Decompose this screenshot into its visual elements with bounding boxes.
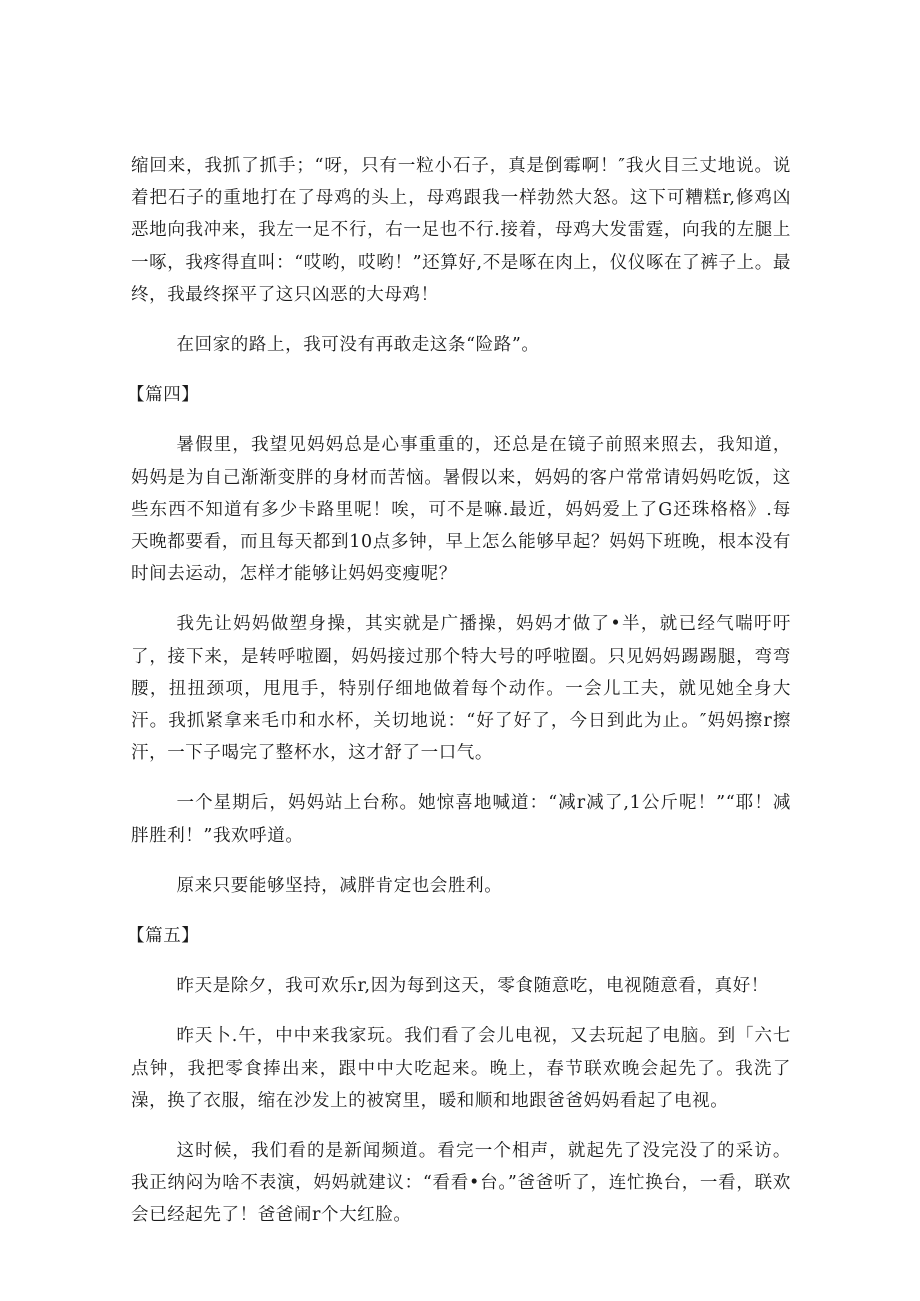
- paragraph-8: 昨天卜.午，中中来我家玩。我们看了会儿电视，又去玩起了电脑。到「六七点钟，我把零食捧出来，跟中中大吃起来。晚上，春节联欢晚会起先了。我洗了澡，换了衣服，缩在沙发上的被窝里，暖和顺和地跟爸爸妈妈看起了电视。: [131, 1026, 791, 1111]
- paragraph-9: 这时候，我们看的是新闻频道。看完一个相声，就起先了没完没了的采访。我正纳闷为啥不表演，妈妈就建议：“看看•台。”爸爸听了，连忙换台，一看，联欢会已经起先了！爸爸闹r个大红脸。: [131, 1141, 791, 1226]
- document-body: [127, 150, 791, 1232]
- paragraph-1: 缩回来，我抓了抓手；“呀，只有一粒小石子，真是倒霉啊！″我火目三丈地说。说着把石子的重地打在了母鸡的头上，母鸡跟我一样勃然大怒。这下可糟糕r,修鸡凶恶地向我冲来，我左一足不行，右一足也不行.接着，母鸡大发雷霆，向我的左腿上一啄，我疼得直叫：“哎哟，哎哟！”还算好,不是啄在肉上，仪仪啄在了裤子上。最终，我最终探平了这只凶恶的大母鸡！: [131, 156, 791, 305]
- paragraph-3: 暑假里，我望见妈妈总是心事重重的，还总是在镜子前照来照去，我知道，妈妈是为自己渐渐变胖的身材而苦恼。暑假以来，妈妈的客户常常请妈妈吃饭，这些东西不知道有多少卡路里呢！唉，可不是嘛.最近，妈妈爱上了G还珠格格》.每天晚都要看，而且每天都到10点多钟，早上怎么能够早起？妈妈下班晚，根本没有时间去运动，怎样才能够让妈妈变瘦呢？: [131, 435, 791, 585]
- paragraph-7: 昨天是除夕，我可欢乐r,因为每到这天，零食随意吃，电视随意看，真好！: [176, 976, 769, 997]
- section-heading-4: 【篇四】: [127, 385, 200, 406]
- section-heading-5: 【篇五】: [127, 926, 200, 947]
- paragraph-4: 我先让妈妈做塑身操，其实就是广播操，妈妈才做了•半，就已经气喘吁吁了，接下来，是转呼啦圈，妈妈接过那个特大号的呼啦圈。只见妈妈踢踢腿，弯弯腰，扭扭颈项，甩甩手，特别仔细地做着每个动作。一会儿工夫，就见她全身大汗。我抓紧拿来毛巾和水杯，关切地说：“好了好了，今日到此为止。″妈妈擦r擦汗，一下子喝完了整杯水，这才舒了一口气。: [131, 614, 791, 764]
- paragraph-2: 在回家的路上，我可没有再敢走这条“险路”。: [176, 335, 540, 356]
- paragraph-6: 原来只要能够坚持，减胖肯定也会胜利。: [176, 875, 503, 896]
- paragraph-5: 一个星期后，妈妈站上台称。她惊喜地喊道：“减r减了,1公斤呢！”“耶！减胖胜利！”我欢呼道。: [131, 793, 791, 846]
